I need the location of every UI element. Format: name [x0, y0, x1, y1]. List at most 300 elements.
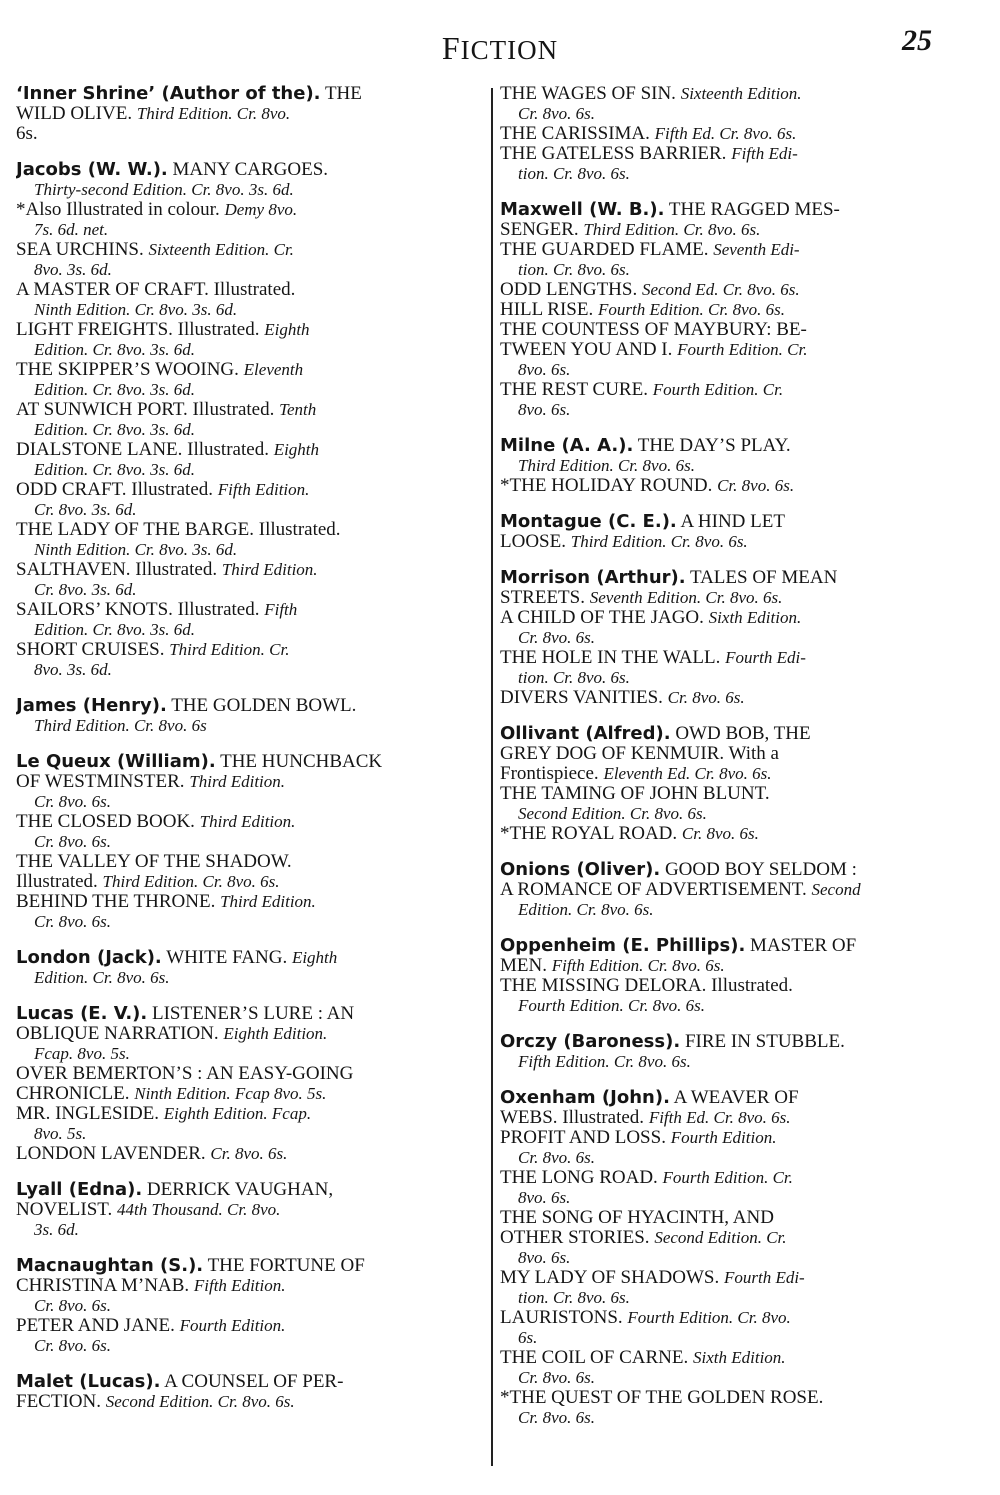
entry-line	[16, 912, 471, 932]
entry-line	[500, 124, 968, 144]
edition-price: Cr. 8vo. 6s.	[681, 824, 759, 843]
edition-price: Cr. 8vo. 6s.	[34, 832, 111, 851]
edition-price: Third Edition. Cr. 8vo. 6s.	[583, 220, 761, 239]
edition-price: Fifth Ed. Cr. 8vo. 6s.	[648, 1108, 791, 1127]
entry-line	[500, 1328, 968, 1348]
book-title: TALES OF MEAN	[690, 568, 838, 588]
book-title: THE TAMING OF JOHN BLUNT.	[500, 784, 770, 804]
book-title: NOVELIST.	[16, 1200, 113, 1220]
edition-price: Sixteenth Edition. Cr.	[148, 240, 294, 259]
book-title: THE LADY OF THE BARGE. Illustrated.	[16, 520, 341, 540]
edition-price: tion. Cr. 8vo. 6s.	[518, 164, 630, 183]
book-title: THE GOLDEN BOWL.	[171, 696, 357, 716]
book-title: HILL RISE.	[500, 300, 594, 320]
catalogue-entry	[16, 84, 471, 144]
entry-line	[16, 872, 471, 892]
entry-line	[16, 480, 471, 500]
edition-price: Fourth Edition.	[670, 1128, 777, 1147]
entry-line	[500, 220, 968, 240]
author-name: Maxwell (W. B.).	[500, 200, 665, 220]
book-title: THE GUARDED FLAME.	[500, 240, 709, 260]
entry-line	[500, 164, 968, 184]
book-title: WILD OLIVE.	[16, 104, 133, 124]
edition-price: Third Edition.	[221, 560, 318, 579]
book-title: THE LONG ROAD.	[500, 1168, 658, 1188]
book-title: SALTHAVEN. Illustrated.	[16, 560, 218, 580]
edition-price: Edition. Cr. 8vo. 6s.	[34, 968, 170, 987]
catalogue-entry	[16, 696, 471, 736]
edition-price: Cr. 8vo. 3s. 6d.	[34, 500, 137, 519]
entry-line	[500, 476, 968, 496]
edition-price: Ninth Edition. Fcap 8vo. 5s.	[134, 1084, 327, 1103]
entry-line	[500, 456, 968, 476]
book-title: THE WAGES OF SIN.	[500, 84, 676, 104]
edition-price: tion. Cr. 8vo. 6s.	[518, 1288, 630, 1307]
edition-price: Fourth Edi-	[725, 648, 806, 667]
book-title: STREETS.	[500, 588, 585, 608]
book-title: THE DAY’S PLAY.	[637, 436, 791, 456]
entry-line	[16, 580, 471, 600]
catalogue-entry	[500, 512, 968, 552]
book-title: DIALSTONE LANE. Illustrated.	[16, 440, 269, 460]
entry-line	[500, 744, 968, 764]
edition-price: Third Edition. Cr. 8vo. 6s.	[570, 532, 748, 551]
entry-line	[500, 260, 968, 280]
entry-line	[16, 220, 471, 240]
book-title: *THE HOLIDAY ROUND.	[500, 476, 713, 496]
entry-line	[500, 436, 968, 456]
column-divider	[491, 88, 493, 1466]
entry-line	[500, 648, 968, 668]
entry-line	[16, 124, 471, 144]
author-name: Onions (Oliver).	[500, 860, 661, 880]
entry-line	[500, 1032, 968, 1052]
entry-line	[500, 880, 968, 900]
entry-line	[500, 668, 968, 688]
book-title: BEHIND THE THRONE.	[16, 892, 216, 912]
entry-line	[500, 1208, 968, 1228]
edition-price: Cr. 8vo. 6s.	[518, 1408, 595, 1427]
book-title: CHRISTINA M’NAB.	[16, 1276, 190, 1296]
edition-price: 8vo. 3s. 6d.	[34, 260, 112, 279]
entry-line	[16, 460, 471, 480]
edition-price: Sixteenth Edition.	[680, 84, 802, 103]
entry-line	[16, 716, 471, 736]
entry-line	[16, 84, 471, 104]
page-number: 25	[902, 24, 932, 57]
entry-line	[500, 628, 968, 648]
edition-price: 7s. 6d. net.	[34, 220, 109, 239]
entry-line	[16, 852, 471, 872]
entry-line	[16, 560, 471, 580]
catalogue-entry	[16, 752, 471, 932]
edition-price: Edition. Cr. 8vo. 3s. 6d.	[34, 420, 196, 439]
book-title: A ROMANCE OF ADVERTISEMENT.	[500, 880, 807, 900]
author-name: London (Jack).	[16, 948, 162, 968]
edition-price: Cr. 8vo. 6s.	[34, 792, 111, 811]
edition-price: Tenth	[279, 400, 317, 419]
entry-line	[500, 688, 968, 708]
book-title: OWD BOB, THE	[675, 724, 811, 744]
catalogue-entry	[500, 568, 968, 708]
entry-line	[16, 540, 471, 560]
entry-line	[16, 360, 471, 380]
entry-line	[16, 180, 471, 200]
entry-line	[500, 320, 968, 340]
entry-line	[16, 380, 471, 400]
catalogue-entry	[16, 948, 471, 988]
entry-line	[16, 240, 471, 260]
edition-price: Edition. Cr. 8vo. 3s. 6d.	[34, 620, 196, 639]
author-name: Milne (A. A.).	[500, 436, 634, 456]
entry-line	[16, 1276, 471, 1296]
entry-line	[500, 1168, 968, 1188]
entry-line	[500, 804, 968, 824]
book-title: MANY CARGOES.	[172, 160, 329, 180]
book-title: MASTER OF	[750, 936, 857, 956]
book-title: AT SUNWICH PORT. Illustrated.	[16, 400, 275, 420]
entry-line	[16, 104, 471, 124]
page-header	[0, 24, 1000, 70]
entry-line	[16, 500, 471, 520]
book-title: 6s.	[16, 124, 38, 144]
entry-line	[500, 360, 968, 380]
entry-line	[16, 752, 471, 772]
book-title: LONDON LAVENDER.	[16, 1144, 206, 1164]
catalogue-entry	[500, 1032, 968, 1072]
edition-price: Second Edition. Cr. 8vo. 6s.	[518, 804, 707, 823]
edition-price: Seventh Edition. Cr. 8vo. 6s.	[589, 588, 783, 607]
book-title: THE RAGGED MES-	[668, 200, 840, 220]
author-name: Oppenheim (E. Phillips).	[500, 936, 746, 956]
book-title: *Also Illustrated in colour.	[16, 200, 220, 220]
edition-price: Eleventh Ed. Cr. 8vo. 6s.	[603, 764, 772, 783]
book-title: MEN.	[500, 956, 547, 976]
edition-price: Cr. 8vo. 6s.	[34, 912, 111, 931]
book-title: Frontispiece.	[500, 764, 599, 784]
entry-line	[500, 1408, 968, 1428]
entry-line	[16, 792, 471, 812]
entry-line	[16, 1024, 471, 1044]
catalogue-entry	[16, 1372, 471, 1412]
entry-line	[500, 956, 968, 976]
entry-line	[16, 320, 471, 340]
catalogue-entry	[500, 84, 968, 184]
entry-line	[16, 440, 471, 460]
book-title: MY LADY OF SHADOWS.	[500, 1268, 720, 1288]
book-title: THE COIL OF CARNE.	[500, 1348, 689, 1368]
book-title: THE HOLE IN THE WALL.	[500, 648, 721, 668]
edition-price: Edition. Cr. 8vo. 6s.	[518, 900, 654, 919]
author-name: ‘Inner Shrine’ (Author of the).	[16, 84, 321, 104]
book-title: WHITE FANG.	[166, 948, 288, 968]
entry-line	[500, 588, 968, 608]
author-name: Macnaughtan (S.).	[16, 1256, 204, 1276]
entry-line	[16, 1200, 471, 1220]
entry-line	[500, 608, 968, 628]
edition-price: Cr. 8vo. 6s.	[34, 1336, 111, 1355]
edition-price: Third Edition. Cr. 8vo. 6s.	[518, 456, 695, 475]
entry-line	[500, 104, 968, 124]
edition-price: Cr. 8vo. 3s. 6d.	[34, 580, 137, 599]
entry-line	[16, 280, 471, 300]
entry-line	[16, 1220, 471, 1240]
entry-line	[16, 1044, 471, 1064]
entry-line	[500, 1248, 968, 1268]
book-title: THE SKIPPER’S WOOING.	[16, 360, 239, 380]
catalogue-entry	[16, 1256, 471, 1356]
edition-price: Cr. 8vo. 6s.	[518, 628, 595, 647]
catalogue-entry	[500, 724, 968, 844]
entry-line	[500, 1148, 968, 1168]
entry-line	[16, 340, 471, 360]
entry-line	[16, 160, 471, 180]
edition-price: 44th Thousand. Cr. 8vo.	[116, 1200, 281, 1219]
edition-price: Fourth Edition. Cr.	[662, 1168, 793, 1187]
entry-line	[16, 1104, 471, 1124]
entry-line	[500, 568, 968, 588]
entry-line	[16, 812, 471, 832]
entry-line	[16, 968, 471, 988]
edition-price: Thirty-second Edition. Cr. 8vo. 3s. 6d.	[34, 180, 294, 199]
book-title: A WEAVER OF	[673, 1088, 799, 1108]
entry-line	[500, 1052, 968, 1072]
catalogue-entry	[500, 860, 968, 920]
entry-line	[500, 280, 968, 300]
entry-line	[500, 300, 968, 320]
edition-price: Second Ed. Cr. 8vo. 6s.	[641, 280, 800, 299]
entry-line	[16, 832, 471, 852]
edition-price: Fourth Edi-	[723, 1268, 805, 1287]
author-name: Jacobs (W. W.).	[16, 160, 168, 180]
author-name: Oxenham (John).	[500, 1088, 670, 1108]
book-title: THE MISSING DELORA. Illustrated.	[500, 976, 793, 996]
edition-price: Cr. 8vo. 6s.	[210, 1144, 288, 1163]
edition-price: Second Edition. Cr.	[654, 1228, 787, 1247]
edition-price: Fifth Edi-	[731, 144, 798, 163]
book-title: LIGHT FREIGHTS. Illustrated.	[16, 320, 260, 340]
catalogue-entry	[500, 1088, 968, 1428]
author-name: Morrison (Arthur).	[500, 568, 686, 588]
edition-price: Sixth Edition.	[708, 608, 802, 627]
book-title: ODD LENGTHS.	[500, 280, 638, 300]
author-name: Lyall (Edna).	[16, 1180, 143, 1200]
entry-line	[16, 660, 471, 680]
entry-line	[500, 1228, 968, 1248]
edition-price: Ninth Edition. Cr. 8vo. 3s. 6d.	[34, 300, 238, 319]
edition-price: Eleventh	[243, 360, 304, 379]
left-column	[16, 84, 471, 1428]
edition-price: tion. Cr. 8vo. 6s.	[518, 668, 630, 687]
edition-price: Cr. 8vo. 6s.	[717, 476, 795, 495]
book-title: DERRICK VAUGHAN,	[146, 1180, 334, 1200]
entry-line	[500, 1128, 968, 1148]
edition-price: Cr. 8vo. 6s.	[518, 1148, 595, 1167]
edition-price: 6s.	[518, 1328, 538, 1347]
entry-line	[500, 1388, 968, 1408]
edition-price: Ninth Edition. Cr. 8vo. 3s. 6d.	[34, 540, 238, 559]
edition-price: Edition. Cr. 8vo. 3s. 6d.	[34, 340, 196, 359]
entry-line	[500, 824, 968, 844]
entry-line	[16, 1144, 471, 1164]
book-title: *THE QUEST OF THE GOLDEN ROSE.	[500, 1388, 824, 1408]
author-name: Le Queux (William).	[16, 752, 216, 772]
edition-price: Eighth Edition.	[223, 1024, 328, 1043]
edition-price: Cr. 8vo. 6s.	[667, 688, 745, 707]
edition-price: 8vo. 6s.	[518, 360, 571, 379]
book-title: THE SONG OF HYACINTH, AND	[500, 1208, 774, 1228]
edition-price: Demy 8vo.	[224, 200, 298, 219]
edition-price: Sixth Edition.	[693, 1348, 786, 1367]
edition-price: Fourth Edition. Cr. 8vo.	[627, 1308, 791, 1327]
edition-price: Second	[811, 880, 861, 899]
entry-line	[16, 400, 471, 420]
book-title: OTHER STORIES.	[500, 1228, 650, 1248]
edition-price: Fourth Edition. Cr. 8vo. 6s.	[597, 300, 785, 319]
right-column	[500, 84, 968, 1444]
edition-price: Cr. 8vo. 6s.	[518, 1368, 595, 1387]
entry-line	[500, 380, 968, 400]
entry-line	[16, 1296, 471, 1316]
book-title: A HIND LET	[680, 512, 785, 532]
book-title: FECTION.	[16, 1392, 101, 1412]
entry-line	[16, 300, 471, 320]
entry-line	[500, 784, 968, 804]
edition-price: Third Edition.	[199, 812, 296, 831]
edition-price: Third Edition. Cr. 8vo.	[136, 104, 291, 123]
book-title: WEBS. Illustrated.	[500, 1108, 645, 1128]
author-name: Lucas (E. V.).	[16, 1004, 148, 1024]
edition-price: Fourth Edition.	[179, 1316, 286, 1335]
author-name: Malet (Lucas).	[16, 1372, 161, 1392]
entry-line	[500, 340, 968, 360]
edition-price: Cr. 8vo. 6s.	[34, 1296, 111, 1315]
book-title: TWEEN YOU AND I.	[500, 340, 673, 360]
entry-line	[500, 996, 968, 1016]
entry-line	[16, 892, 471, 912]
edition-price: Third Edition. Cr. 8vo. 6s	[34, 716, 207, 735]
book-title: ODD CRAFT. Illustrated.	[16, 480, 214, 500]
edition-price: Fifth	[264, 600, 298, 619]
entry-line	[16, 1124, 471, 1144]
book-title: SENGER.	[500, 220, 579, 240]
book-title: THE FORTUNE OF	[207, 1256, 365, 1276]
book-title: CHRONICLE.	[16, 1084, 130, 1104]
edition-price: Fifth Edition.	[193, 1276, 286, 1295]
entry-line	[500, 240, 968, 260]
book-title: A MASTER OF CRAFT. Illustrated.	[16, 280, 296, 300]
edition-price: Third Edition.	[189, 772, 286, 791]
edition-price: 8vo. 6s.	[518, 1248, 571, 1267]
edition-price: Fourth Edition. Cr. 8vo. 6s.	[518, 996, 706, 1015]
book-title: LAURISTONS.	[500, 1308, 623, 1328]
entry-line	[16, 772, 471, 792]
edition-price: Fcap. 8vo. 5s.	[34, 1044, 130, 1063]
book-title: THE HUNCHBACK	[220, 752, 383, 772]
book-title: THE	[324, 84, 362, 104]
catalogue-entry	[16, 1180, 471, 1240]
catalogue-entry	[500, 200, 968, 420]
entry-line	[16, 1180, 471, 1200]
entry-line	[16, 200, 471, 220]
entry-line	[500, 900, 968, 920]
entry-line	[16, 520, 471, 540]
author-name: Montague (C. E.).	[500, 512, 677, 532]
entry-line	[500, 200, 968, 220]
entry-line	[16, 1064, 471, 1084]
edition-price: Eighth	[273, 440, 320, 459]
author-name: James (Henry).	[16, 696, 167, 716]
edition-price: Fifth Edition. Cr. 8vo. 6s.	[518, 1052, 691, 1071]
book-title: THE CLOSED BOOK.	[16, 812, 195, 832]
book-title: THE CARISSIMA.	[500, 124, 650, 144]
entry-line	[16, 600, 471, 620]
book-title: FIRE IN STUBBLE.	[684, 1032, 845, 1052]
page-title: FICTION	[441, 30, 559, 66]
book-title: DIVERS VANITIES.	[500, 688, 663, 708]
edition-price: 8vo. 6s.	[518, 400, 571, 419]
entry-line	[16, 1316, 471, 1336]
edition-price: Fourth Edition. Cr.	[677, 340, 808, 359]
entry-line	[500, 724, 968, 744]
entry-line	[500, 1348, 968, 1368]
entry-line	[16, 1372, 471, 1392]
entry-line	[500, 936, 968, 956]
edition-price: tion. Cr. 8vo. 6s.	[518, 260, 630, 279]
edition-price: 8vo. 3s. 6d.	[34, 660, 112, 679]
edition-price: Edition. Cr. 8vo. 3s. 6d.	[34, 380, 196, 399]
entry-line	[500, 512, 968, 532]
book-title: THE REST CURE.	[500, 380, 648, 400]
book-title: A CHILD OF THE JAGO.	[500, 608, 704, 628]
edition-price: Third Edition. Cr.	[169, 640, 290, 659]
entry-line	[16, 620, 471, 640]
edition-price: Fourth Edition. Cr.	[652, 380, 784, 399]
entry-line	[16, 1084, 471, 1104]
book-title: PROFIT AND LOSS.	[500, 1128, 666, 1148]
book-title: A COUNSEL OF PER-	[164, 1372, 344, 1392]
book-title: SEA URCHINS.	[16, 240, 144, 260]
book-title: GREY DOG OF KENMUIR. With a	[500, 744, 779, 764]
entry-line	[16, 948, 471, 968]
entry-line	[16, 640, 471, 660]
entry-line	[16, 1004, 471, 1024]
catalogue-entry	[16, 1004, 471, 1164]
book-title: SAILORS’ KNOTS. Illustrated.	[16, 600, 260, 620]
edition-price: Edition. Cr. 8vo. 3s. 6d.	[34, 460, 196, 479]
entry-line	[500, 144, 968, 164]
edition-price: Third Edition. Cr. 8vo. 6s.	[102, 872, 280, 891]
entry-line	[500, 1368, 968, 1388]
book-title: THE GATELESS BARRIER.	[500, 144, 727, 164]
edition-price: 3s. 6d.	[34, 1220, 79, 1239]
book-title: LOOSE.	[500, 532, 566, 552]
book-title: MR. INGLESIDE.	[16, 1104, 160, 1124]
book-title: OVER BEMERTON’S : AN EASY-GOING	[16, 1064, 354, 1084]
entry-line	[16, 260, 471, 280]
edition-price: Second Edition. Cr. 8vo. 6s.	[105, 1392, 295, 1411]
entry-line	[500, 1188, 968, 1208]
entry-line	[16, 1336, 471, 1356]
edition-price: Fifth Edition.	[217, 480, 310, 499]
entry-line	[500, 1288, 968, 1308]
edition-price: Third Edition.	[220, 892, 316, 911]
entry-line	[500, 860, 968, 880]
book-title: THE VALLEY OF THE SHADOW.	[16, 852, 292, 872]
edition-price: Fifth Ed. Cr. 8vo. 6s.	[654, 124, 797, 143]
entry-line	[500, 1268, 968, 1288]
catalogue-entry	[500, 936, 968, 1016]
